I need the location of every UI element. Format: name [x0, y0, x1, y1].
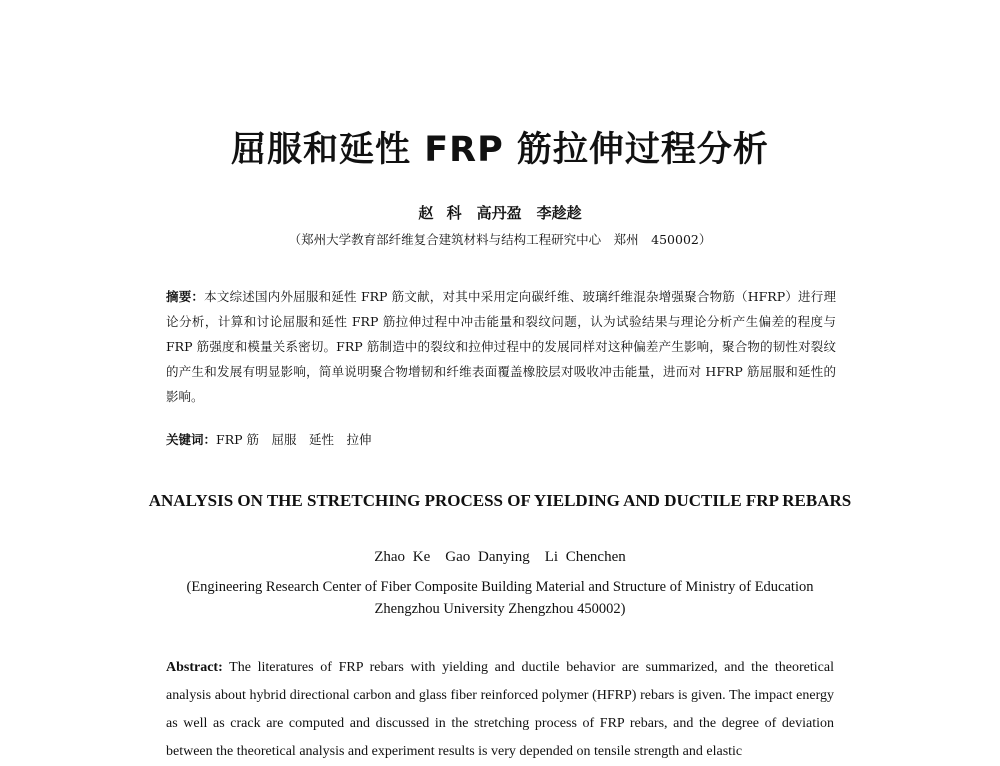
chinese-authors: 赵 科 高丹盈 李趁趁: [418, 204, 582, 222]
chinese-affiliation: （郑州大学教育部纤维复合建筑材料与结构工程研究中心 郑州 450002）: [288, 232, 712, 247]
chinese-abstract-text: 本文综述国内外屈服和延性 FRP 筋文献，对其中采用定向碳纤维、玻璃纤维混杂增强聚合物筋（HFRP）进行理论分析，计算和讨论屈服和延性 FRP 筋拉伸过程中冲击能量和裂纹问题，认为试验结果与理论分析产生偏差的程度与 FRP 筋强度和模量关系密切。FRP 筋制造中的裂纹和拉伸过程中的发展同样对这种偏差产生影响，聚合物的韧性对裂纹的产生和发展有明显影响，简单说明聚合物增韧和纤维表面覆盖橡胶层对吸收冲击能量，进而对 HFRP 筋屈服和延性的影响。: [166, 289, 836, 404]
chinese-title: 屈服和延性 FRP 筋拉伸过程分析: [231, 130, 769, 170]
english-title: ANALYSIS ON THE STRETCHING PROCESS OF YIELDING AND DUCTILE FRP REBARS: [148, 491, 852, 510]
english-abstract-label: Abstract:: [166, 660, 223, 675]
chinese-abstract-label: 摘要：: [166, 289, 205, 304]
english-affiliation-line2: Zhengzhou University Zhengzhou 450002): [374, 601, 626, 617]
english-abstract-text: The literatures of FRP rebars with yielding and ductile behavior are summarized, and the theoretical analysis about hybrid directional carbon and glass fiber reinforced polymer (HFRP) rebars is given. The impact energy as well as crack are computed and discussed in the stretching process of FRP rebars, and the degree of deviation between the theoretical analysis and experiment results is very depended on tensile strength and elastic: [166, 660, 834, 759]
chinese-keywords-text: FRP 筋 屈服 延性 拉伸: [216, 432, 372, 447]
chinese-abstract: [166, 284, 836, 409]
english-affiliation-line1: (Engineering Research Center of Fiber Composite Building Material and Structure of Ministry of Education: [186, 579, 814, 595]
english-authors: Zhao Ke Gao Danying Li Chenchen: [374, 549, 626, 565]
chinese-keywords: [166, 430, 836, 448]
chinese-keywords-label: 关键词：: [166, 432, 217, 447]
english-abstract: [166, 654, 834, 766]
english-affiliation: [0, 576, 1000, 620]
